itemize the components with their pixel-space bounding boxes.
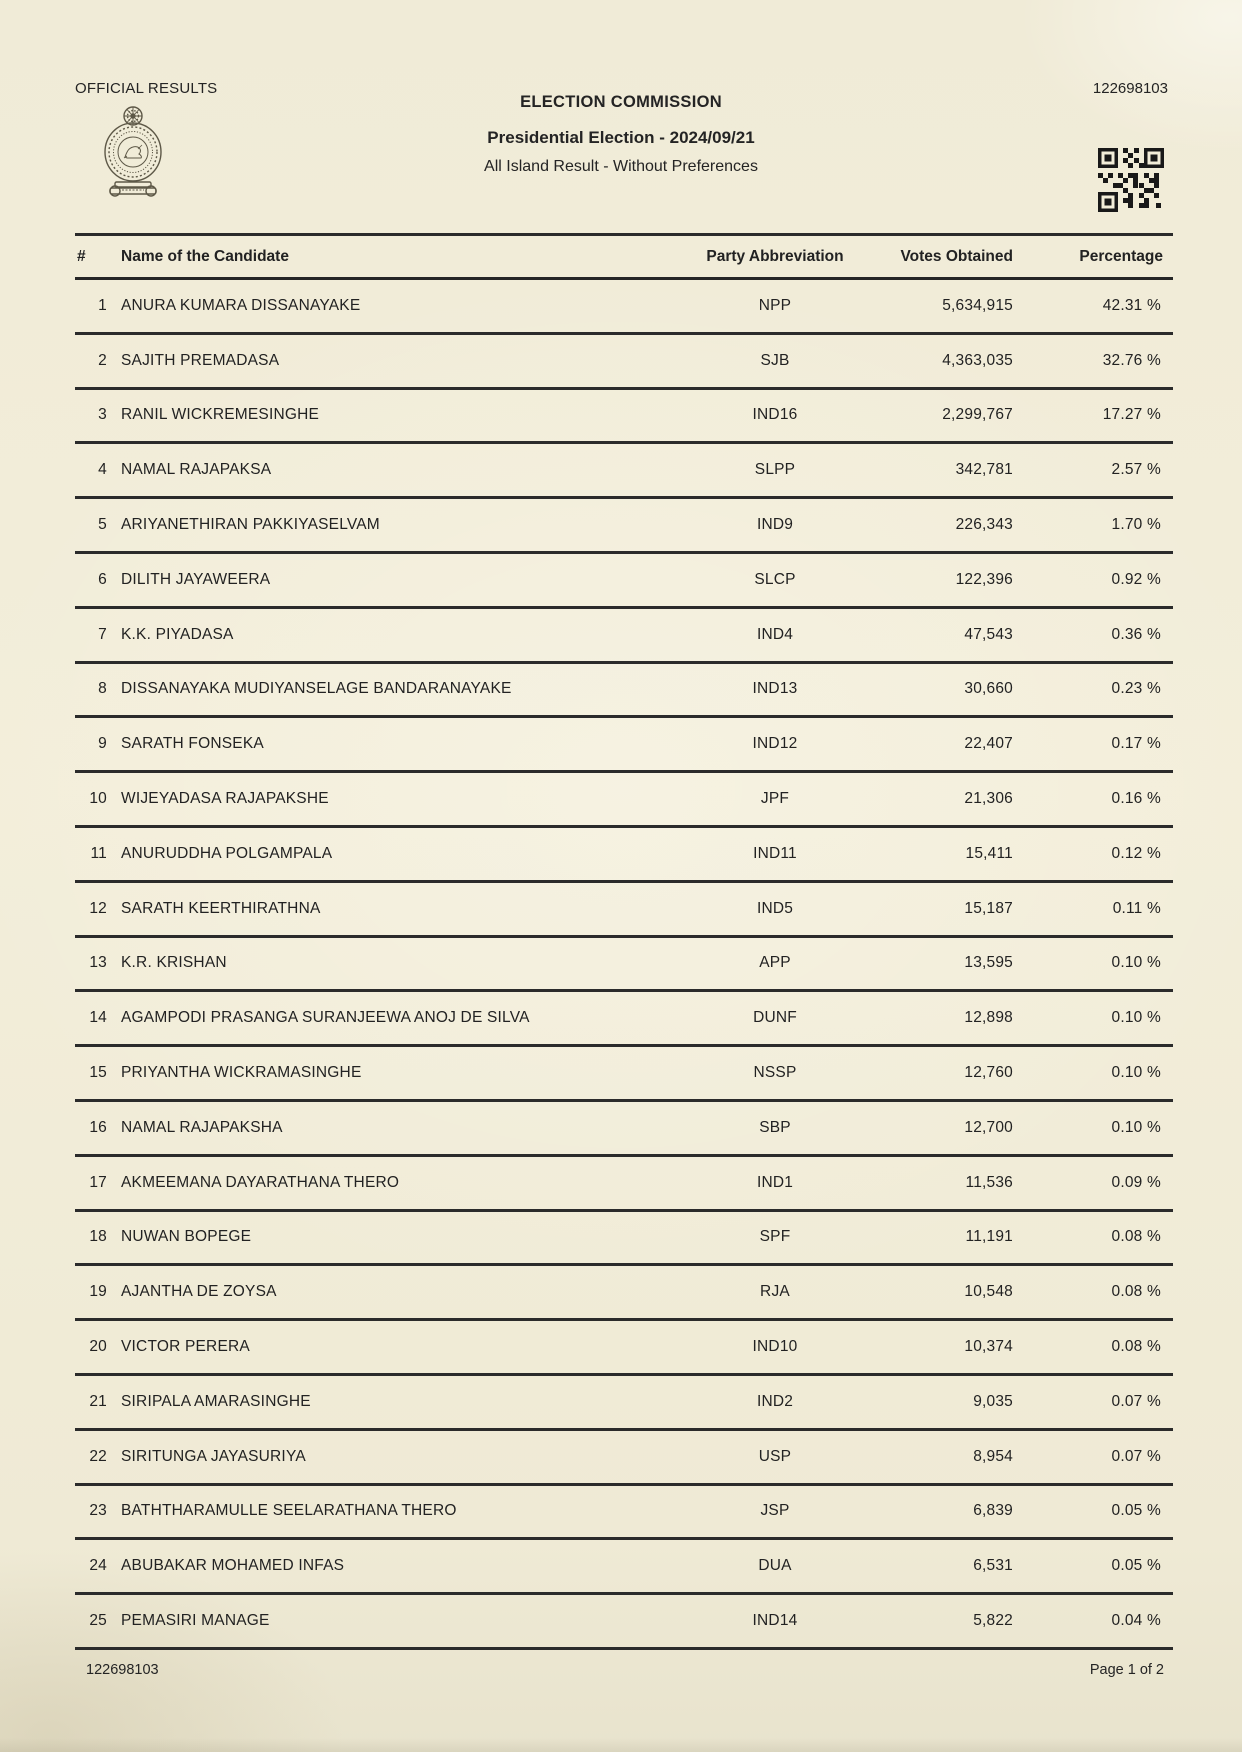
table-row — [75, 1374, 1173, 1429]
table-row — [75, 881, 1173, 936]
votes-obtained: 15,187 — [964, 899, 1013, 917]
candidate-name: ANURUDDHA POLGAMPALA — [121, 844, 333, 862]
election-title: Presidential Election - 2024/09/21 — [487, 128, 755, 147]
party-abbreviation: USP — [758, 1447, 792, 1465]
candidate-name: SAJITH PREMADASA — [121, 351, 280, 369]
votes-obtained: 12,760 — [964, 1064, 1013, 1082]
table-row — [75, 662, 1173, 717]
row-number: 10 — [89, 790, 107, 808]
percentage-value: 2.57 % — [1111, 461, 1161, 479]
percentage-value: 0.17 % — [1111, 735, 1161, 753]
candidate-name: WIJEYADASA RAJAPAKSHE — [121, 790, 329, 808]
votes-obtained: 226,343 — [955, 516, 1013, 534]
table-row — [75, 1155, 1173, 1210]
party-abbreviation: APP — [759, 954, 791, 972]
row-number: 18 — [89, 1228, 107, 1246]
percentage-value: 0.05 % — [1111, 1502, 1161, 1520]
table-row — [75, 333, 1173, 388]
table-row — [75, 498, 1173, 553]
row-number: 20 — [89, 1338, 107, 1356]
table-row — [75, 1100, 1173, 1155]
table-row — [75, 1210, 1173, 1265]
percentage-value: 0.16 % — [1111, 790, 1161, 808]
table-row — [75, 1265, 1173, 1320]
table-row — [75, 1484, 1173, 1539]
party-abbreviation: IND4 — [756, 625, 794, 643]
party-abbreviation: DUA — [758, 1557, 792, 1575]
candidate-name: NAMAL RAJAPAKSA — [121, 461, 272, 479]
percentage-value: 0.08 % — [1111, 1338, 1161, 1356]
votes-obtained: 47,543 — [964, 625, 1013, 643]
votes-obtained: 11,191 — [965, 1228, 1013, 1246]
row-number: 15 — [89, 1064, 107, 1082]
row-number: 13 — [89, 954, 107, 972]
votes-obtained: 21,306 — [964, 790, 1013, 808]
votes-obtained: 11,536 — [965, 1173, 1013, 1191]
percentage-value: 0.09 % — [1111, 1173, 1161, 1191]
votes-obtained: 6,531 — [973, 1557, 1013, 1575]
votes-obtained: 9,035 — [973, 1392, 1013, 1410]
votes-obtained: 4,363,035 — [942, 351, 1013, 369]
percentage-value: 1.70 % — [1111, 516, 1161, 534]
votes-obtained: 122,396 — [955, 570, 1013, 588]
votes-obtained: 10,374 — [964, 1338, 1013, 1356]
votes-obtained: 30,660 — [964, 680, 1013, 698]
candidate-name: RANIL WICKREMESINGHE — [121, 406, 320, 424]
candidate-name: SARATH FONSEKA — [121, 735, 264, 753]
footer-document-number: 122698103 — [86, 1662, 159, 1678]
candidate-name: ANURA KUMARA DISSANAYAKE — [121, 296, 361, 314]
table-row — [75, 1594, 1173, 1649]
votes-obtained: 10,548 — [964, 1283, 1013, 1301]
qr-code-icon — [1098, 148, 1164, 212]
percentage-value: 0.92 % — [1111, 570, 1161, 588]
row-number: 19 — [89, 1283, 107, 1301]
national-emblem-icon — [92, 104, 174, 200]
footer-page-indicator: Page 1 of 2 — [1089, 1662, 1164, 1678]
candidate-name: DILITH JAYAWEERA — [121, 570, 271, 588]
row-number: 2 — [98, 351, 107, 369]
candidate-name: K.K. PIYADASA — [121, 625, 234, 643]
row-number: 17 — [89, 1173, 107, 1191]
row-number: 14 — [89, 1009, 107, 1027]
percentage-value: 0.07 % — [1111, 1447, 1161, 1465]
percentage-value: 0.12 % — [1111, 844, 1161, 862]
votes-obtained: 13,595 — [964, 954, 1013, 972]
votes-obtained: 8,954 — [973, 1447, 1013, 1465]
votes-obtained: 6,839 — [973, 1502, 1013, 1520]
column-header-index: # — [75, 235, 111, 279]
percentage-value: 17.27 % — [1102, 406, 1161, 424]
table-header-row — [75, 235, 1173, 279]
party-abbreviation: NPP — [758, 296, 792, 314]
party-abbreviation: IND14 — [752, 1612, 798, 1630]
party-abbreviation: SPF — [759, 1228, 791, 1246]
row-number: 5 — [98, 516, 107, 534]
votes-obtained: 5,634,915 — [942, 296, 1013, 314]
percentage-value: 32.76 % — [1102, 351, 1161, 369]
candidate-name: SIRITUNGA JAYASURIYA — [121, 1447, 306, 1465]
percentage-value: 0.23 % — [1111, 680, 1161, 698]
party-abbreviation: IND5 — [756, 899, 794, 917]
party-abbreviation: SLCP — [754, 570, 796, 588]
candidate-name: NAMAL RAJAPAKSHA — [121, 1118, 283, 1136]
table-row — [75, 607, 1173, 662]
candidate-name: SARATH KEERTHIRATHNA — [121, 899, 321, 917]
candidate-name: NUWAN BOPEGE — [121, 1228, 252, 1246]
party-abbreviation: SLPP — [754, 461, 796, 479]
candidate-name: AKMEEMANA DAYARATHANA THERO — [121, 1173, 400, 1191]
candidate-name: AJANTHA DE ZOYSA — [121, 1283, 277, 1301]
results-tbody — [75, 279, 1173, 1649]
percentage-value: 0.10 % — [1111, 1009, 1161, 1027]
row-number: 8 — [98, 680, 107, 698]
party-abbreviation: IND16 — [752, 406, 798, 424]
results-table — [75, 233, 1173, 1650]
row-number: 21 — [89, 1392, 107, 1410]
commission-title: ELECTION COMMISSION — [520, 93, 722, 111]
votes-obtained: 22,407 — [964, 735, 1013, 753]
table-row — [75, 552, 1173, 607]
candidate-name: SIRIPALA AMARASINGHE — [121, 1392, 311, 1410]
candidate-name: AGAMPODI PRASANGA SURANJEEWA ANOJ DE SILVA — [121, 1009, 530, 1027]
row-number: 16 — [89, 1118, 107, 1136]
percentage-value: 0.10 % — [1111, 954, 1161, 972]
percentage-value: 0.05 % — [1111, 1557, 1161, 1575]
row-number: 25 — [89, 1612, 107, 1630]
percentage-value: 0.08 % — [1111, 1228, 1161, 1246]
party-abbreviation: IND12 — [752, 735, 798, 753]
party-abbreviation: IND1 — [756, 1173, 794, 1191]
candidate-name: ARIYANETHIRAN PAKKIYASELVAM — [121, 516, 380, 534]
row-number: 23 — [89, 1502, 107, 1520]
candidate-name: PRIYANTHA WICKRAMASINGHE — [121, 1064, 362, 1082]
candidate-name: DISSANAYAKA MUDIYANSELAGE BANDARANAYAKE — [121, 680, 512, 698]
party-abbreviation: IND13 — [752, 680, 798, 698]
row-number: 11 — [90, 844, 107, 862]
table-row — [75, 991, 1173, 1046]
percentage-value: 0.11 % — [1112, 899, 1161, 917]
document-number-top: 122698103 — [1092, 80, 1168, 97]
row-number: 1 — [98, 296, 107, 314]
table-row — [75, 1046, 1173, 1101]
votes-obtained: 5,822 — [973, 1612, 1013, 1630]
row-number: 24 — [89, 1557, 107, 1575]
row-number: 9 — [98, 735, 107, 753]
table-row — [75, 1539, 1173, 1594]
candidate-name: BATHTHARAMULLE SEELARATHANA THERO — [121, 1502, 457, 1520]
table-row — [75, 826, 1173, 881]
table-row — [75, 443, 1173, 498]
party-abbreviation: SBP — [759, 1118, 791, 1136]
party-abbreviation: SJB — [760, 351, 790, 369]
row-number: 7 — [98, 625, 107, 643]
percentage-value: 0.08 % — [1111, 1283, 1161, 1301]
party-abbreviation: JSP — [760, 1502, 790, 1520]
row-number: 4 — [98, 461, 107, 479]
party-abbreviation: IND10 — [752, 1338, 798, 1356]
column-header-votes: Votes Obtained — [865, 235, 1035, 279]
votes-obtained: 12,700 — [964, 1118, 1013, 1136]
row-number: 12 — [89, 899, 107, 917]
percentage-value: 0.10 % — [1111, 1118, 1161, 1136]
table-row — [75, 1429, 1173, 1484]
party-abbreviation: RJA — [760, 1283, 790, 1301]
table-row — [75, 388, 1173, 443]
percentage-value: 0.10 % — [1111, 1064, 1161, 1082]
percentage-value: 0.36 % — [1111, 625, 1161, 643]
table-row — [75, 717, 1173, 772]
row-number: 6 — [98, 570, 107, 588]
votes-obtained: 2,299,767 — [942, 406, 1013, 424]
party-abbreviation: NSSP — [753, 1064, 797, 1082]
votes-obtained: 12,898 — [964, 1009, 1013, 1027]
row-number: 22 — [89, 1447, 107, 1465]
table-row — [75, 279, 1173, 334]
table-row — [75, 1320, 1173, 1375]
row-number: 3 — [98, 406, 107, 424]
party-abbreviation: IND9 — [756, 516, 794, 534]
percentage-value: 42.31 % — [1102, 296, 1161, 314]
votes-obtained: 15,411 — [965, 844, 1013, 862]
result-scope-subtitle: All Island Result - Without Preferences — [484, 158, 758, 175]
column-header-percentage: Percentage — [1035, 235, 1173, 279]
party-abbreviation: JPF — [760, 790, 790, 808]
candidate-name: VICTOR PERERA — [121, 1338, 250, 1356]
party-abbreviation: DUNF — [753, 1009, 797, 1027]
candidate-name: K.R. KRISHAN — [121, 954, 227, 972]
percentage-value: 0.04 % — [1111, 1612, 1161, 1630]
table-row — [75, 936, 1173, 991]
percentage-value: 0.07 % — [1111, 1392, 1161, 1410]
votes-obtained: 342,781 — [955, 461, 1013, 479]
official-results-label: OFFICIAL RESULTS — [75, 80, 218, 97]
table-row — [75, 772, 1173, 827]
party-abbreviation: IND2 — [756, 1392, 794, 1410]
candidate-name: ABUBAKAR MOHAMED INFAS — [121, 1557, 345, 1575]
column-header-party: Party Abbreviation — [685, 235, 865, 279]
candidate-name: PEMASIRI MANAGE — [121, 1612, 270, 1630]
party-abbreviation: IND11 — [753, 844, 797, 862]
column-header-name: Name of the Candidate — [111, 235, 685, 279]
